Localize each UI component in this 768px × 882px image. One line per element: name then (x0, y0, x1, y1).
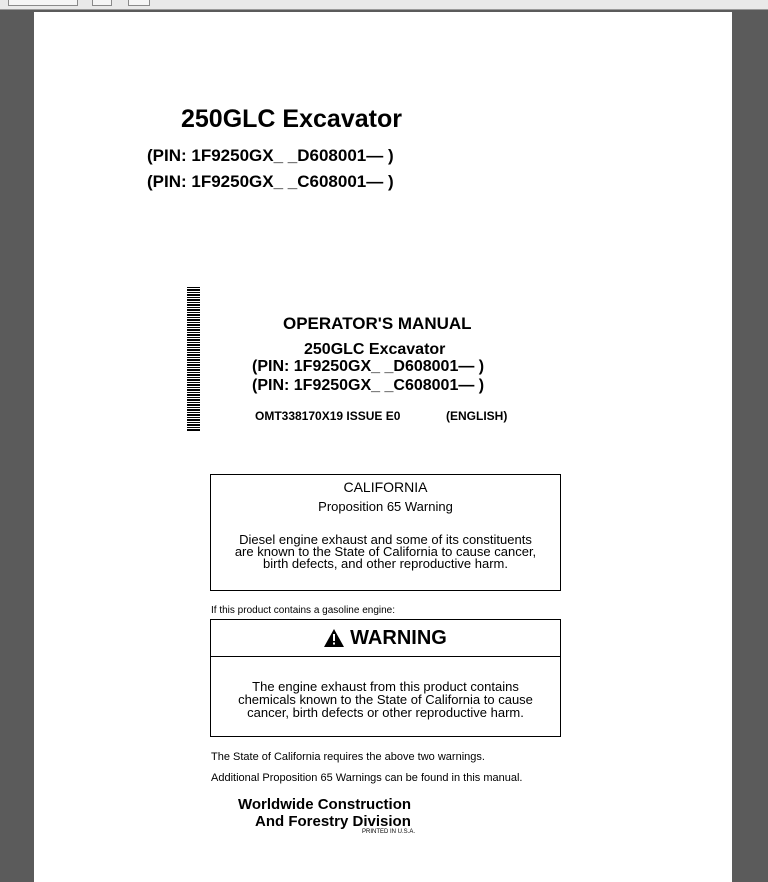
prop65-heading: CALIFORNIA (343, 479, 428, 495)
warning-body-line: The engine exhaust from this product contains (252, 679, 519, 694)
manual-pin-line: (PIN: 1F9250GX_ _C608001— ) (252, 377, 485, 394)
gasoline-warning-box (210, 619, 561, 737)
warning-heading: WARNING (350, 626, 447, 649)
prop65-body-line: Diesel engine exhaust and some of its constituents (239, 532, 532, 547)
toolbar-tab[interactable] (8, 0, 78, 6)
toolbar-button[interactable] (92, 0, 112, 6)
warning-body (211, 680, 560, 719)
manual-model: 250GLC Excavator (304, 341, 446, 358)
prop65-body-line: are known to the State of California to cause cancer, (234, 544, 537, 559)
manual-heading: OPERATOR'S MANUAL (283, 314, 472, 333)
gasoline-note: If this product contains a gasoline engine: (211, 605, 396, 616)
document-page (34, 12, 732, 882)
toolbar-button[interactable] (128, 0, 150, 6)
warning-body-line: cancer, birth defects or other reproductive harm. (247, 705, 524, 720)
division-name: And Forestry Division (255, 813, 411, 830)
barcode (187, 287, 200, 432)
manual-code: OMT338170X19 ISSUE E0 (255, 409, 401, 423)
viewer-toolbar (0, 0, 768, 10)
warning-body-line: chemicals known to the State of California to cause (238, 692, 533, 707)
cover-pin-line: (PIN: 1F9250GX_ _C608001— ) (147, 172, 394, 191)
division-name: Worldwide Construction (238, 796, 412, 813)
required-warnings-note: The State of California requires the above two warnings. (211, 751, 485, 763)
prop65-body-line: birth defects, and other reproductive harm. (263, 556, 508, 571)
prop65-body (211, 534, 560, 570)
cover-title: 250GLC Excavator (181, 105, 402, 133)
warning-header (211, 620, 560, 657)
printed-in-note: PRINTED IN U.S.A. (362, 829, 416, 835)
prop65-warning-box (210, 474, 561, 591)
manual-language: (ENGLISH) (446, 409, 508, 423)
prop65-subheading: Proposition 65 Warning (318, 499, 453, 514)
cover-pin-line: (PIN: 1F9250GX_ _D608001— ) (147, 146, 394, 165)
warning-triangle-icon (324, 629, 344, 647)
additional-warnings-note: Additional Proposition 65 Warnings can be found in this manual. (211, 772, 523, 784)
manual-pin-line: (PIN: 1F9250GX_ _D608001— ) (252, 358, 485, 375)
